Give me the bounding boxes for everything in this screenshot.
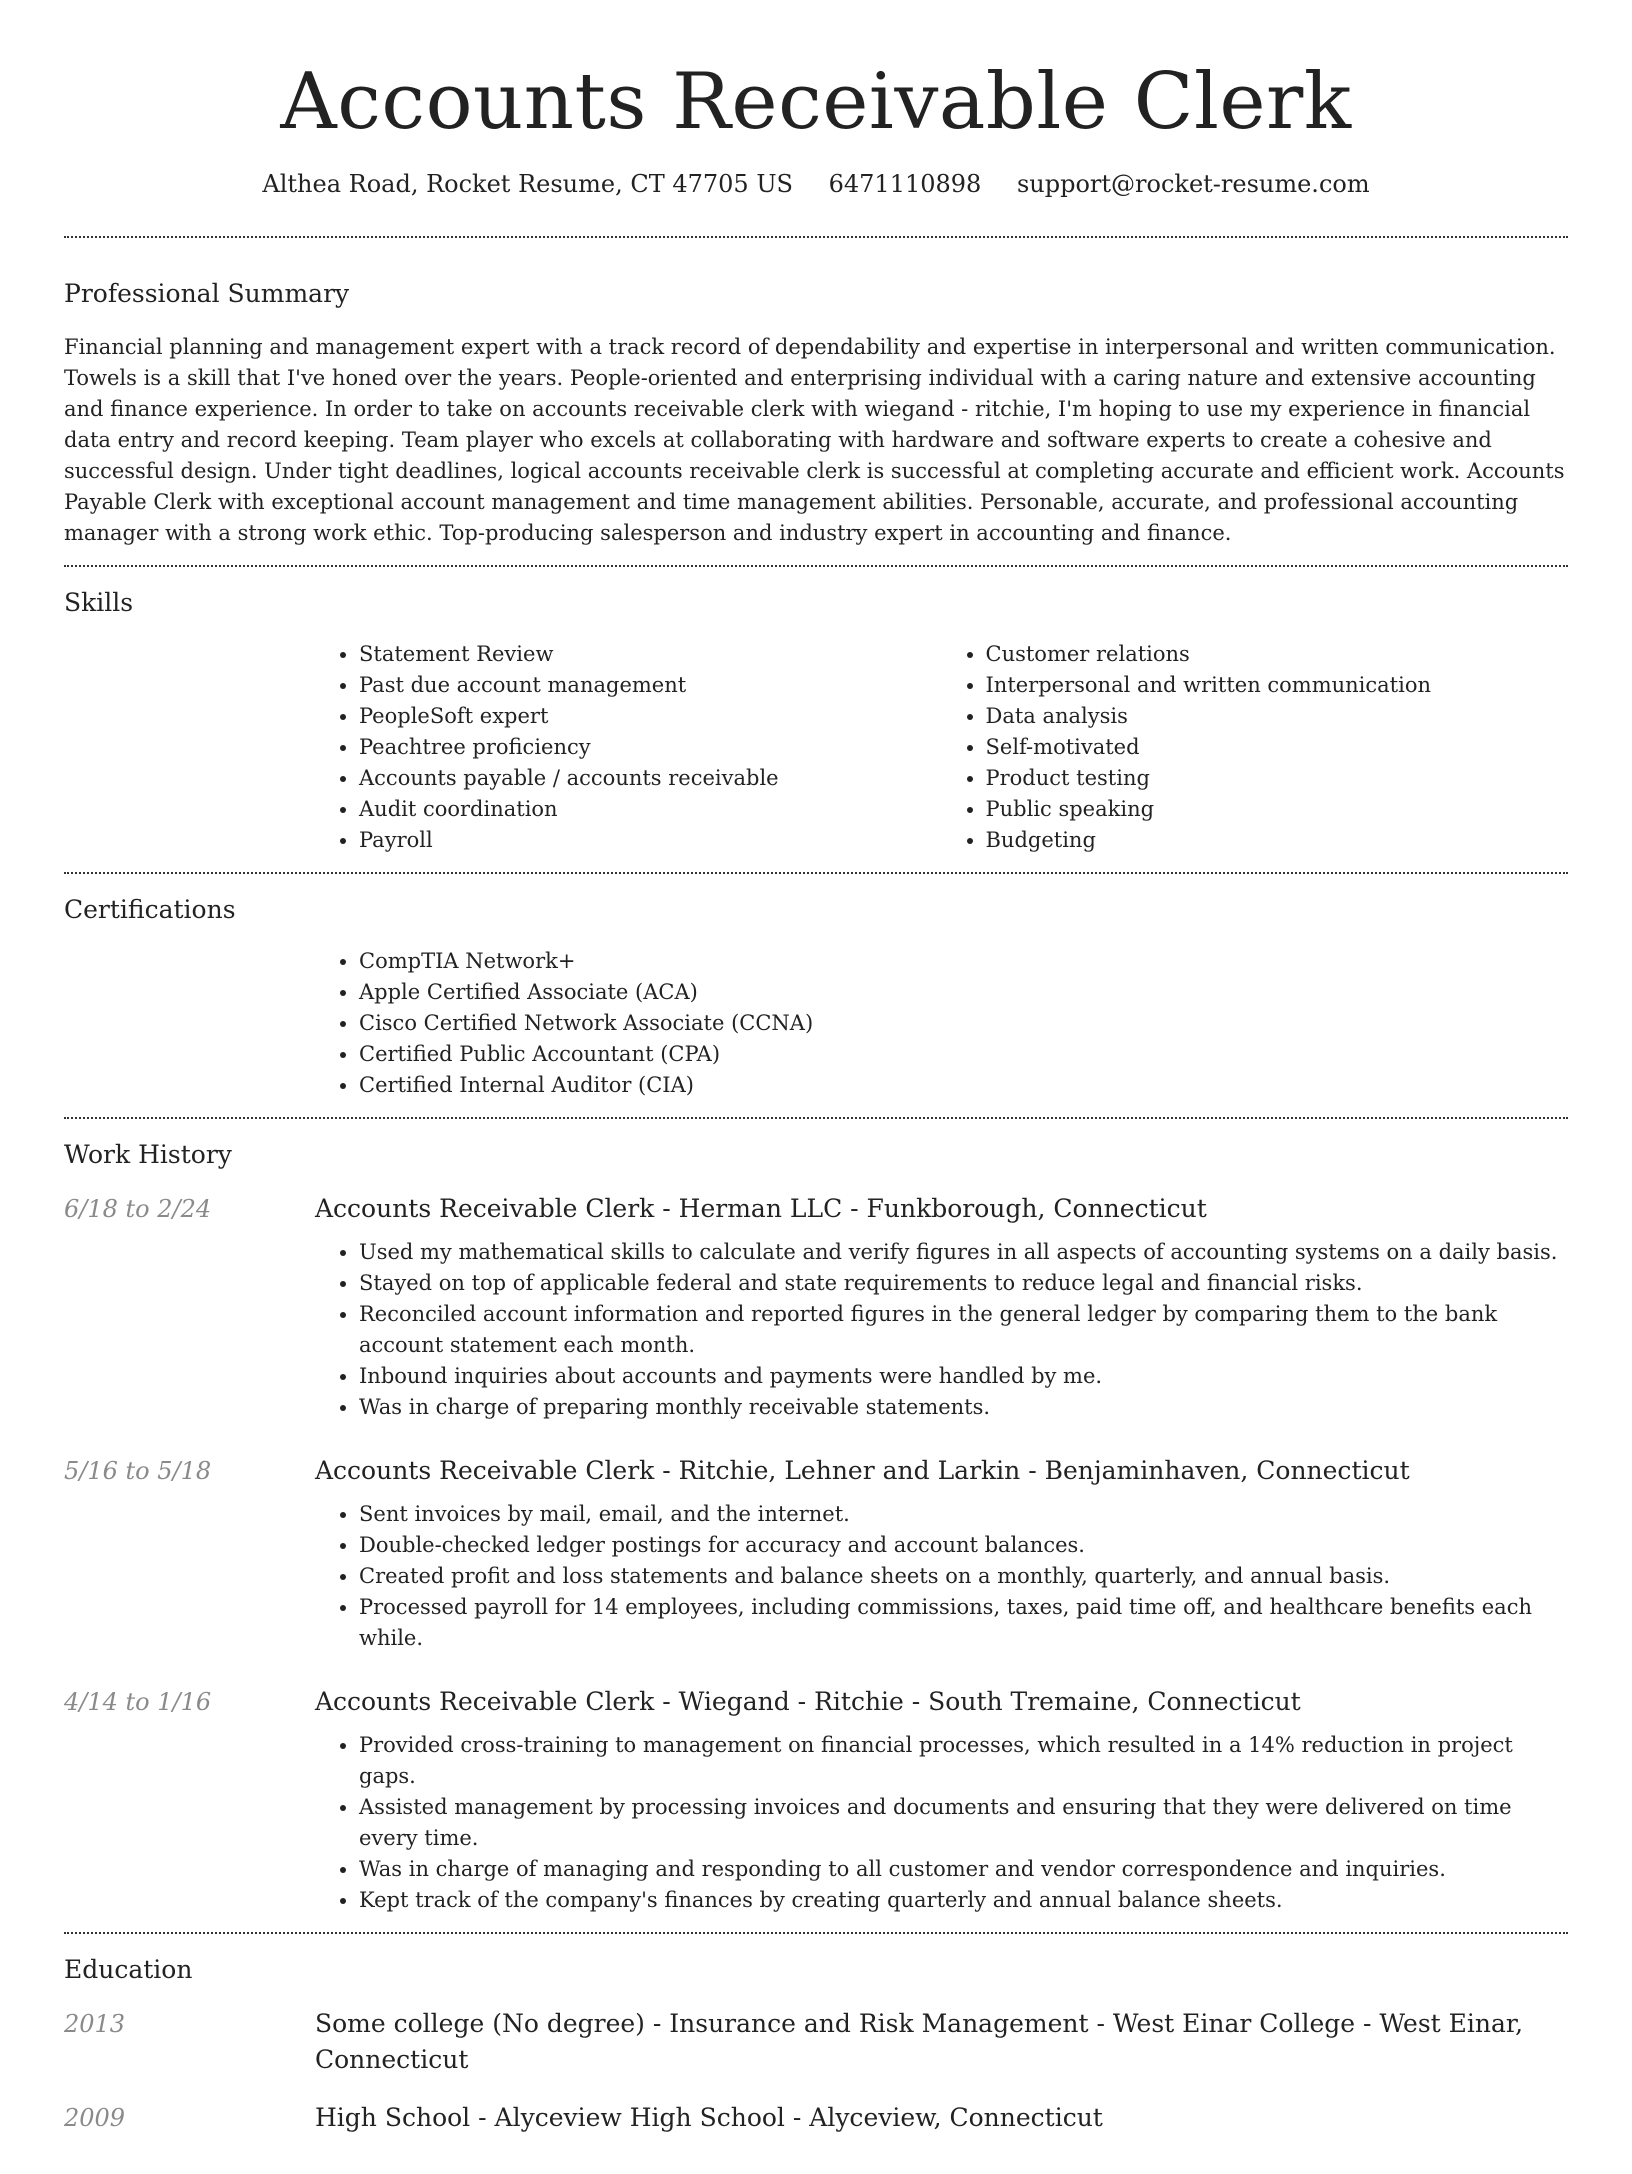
education-heading: Education <box>64 1955 193 1984</box>
contact-phone: 6471110898 <box>828 170 982 198</box>
skill-item: • Budgeting <box>986 825 1569 856</box>
skill-item: • Product testing <box>986 763 1569 794</box>
education-year: 2013 <box>64 2010 126 2038</box>
job-bullet: • Kept track of the company's finances by creating quarterly and annual balance sheets. <box>359 1885 1568 1916</box>
contact-address: Althea Road, Rocket Resume, CT 47705 US <box>262 170 793 198</box>
job-bullet: • Provided cross-training to management on financial processes, which resulted in a 14% reduction in project gaps. <box>359 1730 1568 1792</box>
skill-item: • Payroll <box>359 825 942 856</box>
work-history-section <box>64 1119 1568 1932</box>
education-body <box>315 2100 1568 2136</box>
skill-item: • Customer relations <box>986 639 1569 670</box>
job-entry <box>64 1684 1568 1916</box>
job-entry <box>64 1191 1568 1423</box>
skill-item: • PeopleSoft expert <box>359 701 942 732</box>
job-bullet: • Sent invoices by mail, email, and the internet. <box>359 1499 1568 1530</box>
jobs-list <box>64 1191 1568 1916</box>
job-dates: 4/14 to 1/16 <box>64 1688 212 1716</box>
skills-list-left <box>315 639 942 856</box>
education-body <box>315 2006 1568 2078</box>
job-bullet: • Assisted management by processing invoices and documents and ensuring that they were delivered on time every time. <box>359 1792 1568 1854</box>
summary-heading: Professional Summary <box>64 279 350 308</box>
skill-item: • Accounts payable / accounts receivable <box>359 763 942 794</box>
certification-item: • Cisco Certified Network Associate (CCNA) <box>359 1008 1568 1039</box>
job-heading: Accounts Receivable Clerk - Ritchie, Lehner and Larkin - Benjaminhaven, Connecticut <box>315 1456 1410 1485</box>
job-bullet: • Was in charge of preparing monthly receivable statements. <box>359 1392 1568 1423</box>
job-heading: Accounts Receivable Clerk - Wiegand - Ritchie - South Tremaine, Connecticut <box>315 1687 1301 1716</box>
job-bullets <box>315 1499 1568 1654</box>
job-body <box>315 1684 1568 1916</box>
skills-list-right <box>942 639 1569 856</box>
job-entry <box>64 1453 1568 1654</box>
summary-section <box>64 238 1568 565</box>
education-entry <box>64 2006 1568 2078</box>
certifications-list <box>315 946 1568 1101</box>
certification-item: • Certified Public Accountant (CPA) <box>359 1039 1568 1070</box>
resume-title: Accounts Receivable Clerk <box>280 57 1352 147</box>
certification-item: • Certified Internal Auditor (CIA) <box>359 1070 1568 1101</box>
job-bullet: • Was in charge of managing and responding to all customer and vendor correspondence and inquiries. <box>359 1854 1568 1885</box>
job-body <box>315 1453 1568 1654</box>
job-bullet: • Reconciled account information and reported figures in the general ledger by comparing them to the bank account statement each month. <box>359 1299 1568 1361</box>
skills-heading: Skills <box>64 588 134 617</box>
skill-item: • Peachtree proficiency <box>359 732 942 763</box>
job-bullet: • Stayed on top of applicable federal and state requirements to reduce legal and financial risks. <box>359 1268 1568 1299</box>
job-bullet: • Created profit and loss statements and balance sheets on a monthly, quarterly, and annual basis. <box>359 1561 1568 1592</box>
job-bullets <box>315 1730 1568 1916</box>
education-heading: Some college (No degree) - Insurance and Risk Management - West Einar College - West Einar, Connecticut <box>315 2009 1524 2074</box>
education-year: 2009 <box>64 2104 126 2132</box>
job-body <box>315 1191 1568 1423</box>
skills-columns <box>315 639 1568 856</box>
contact-line <box>64 168 1568 200</box>
resume-page <box>64 0 1568 2174</box>
certification-item: • CompTIA Network+ <box>359 946 1568 977</box>
job-bullet: • Processed payroll for 14 employees, including commissions, taxes, paid time off, and healthcare benefits each while. <box>359 1592 1568 1654</box>
certifications-heading: Certifications <box>64 895 236 924</box>
job-heading: Accounts Receivable Clerk - Herman LLC - Funkborough, Connecticut <box>315 1194 1207 1223</box>
certifications-body <box>315 946 1568 1101</box>
certification-item: • Apple Certified Associate (ACA) <box>359 977 1568 1008</box>
job-bullet: • Double-checked ledger postings for accuracy and account balances. <box>359 1530 1568 1561</box>
certifications-section <box>64 874 1568 1117</box>
education-section <box>64 1934 1568 2174</box>
education-list <box>64 2006 1568 2136</box>
skill-item: • Past due account management <box>359 670 942 701</box>
skill-item: • Statement Review <box>359 639 942 670</box>
job-dates: 6/18 to 2/24 <box>64 1195 212 1223</box>
skill-item: • Public speaking <box>986 794 1569 825</box>
summary-text: Financial planning and management expert with a track record of dependability and expertise in interpersonal and written communication. Towels is a skill that I've honed over the years. People-oriented and enterprising individual with a caring nature and extensive accounting and finance experience. In order to take on accounts receivable clerk with wiegand - ritchie, I'm hoping to use my experience in financial data entry and record keeping. Team player who excels at collaborating with hardware and software experts to create a cohesive and successful design. Under tight deadlines, logical accounts receivable clerk is successful at completing accurate and efficient work. Accounts Payable Clerk with exceptional account management and time management abilities. Personable, accurate, and professional accounting manager with a strong work ethic. Top-producing salesperson and industry expert in accounting and finance. <box>64 335 1565 545</box>
job-bullet: • Used my mathematical skills to calculate and verify figures in all aspects of accounting systems on a daily basis. <box>359 1237 1568 1268</box>
job-bullet: • Inbound inquiries about accounts and payments were handled by me. <box>359 1361 1568 1392</box>
skill-item: • Self-motivated <box>986 732 1569 763</box>
skill-item: • Audit coordination <box>359 794 942 825</box>
education-entry <box>64 2100 1568 2136</box>
work-history-heading: Work History <box>64 1140 232 1169</box>
skills-section <box>64 567 1568 872</box>
job-bullets <box>315 1237 1568 1423</box>
education-heading: High School - Alyceview High School - Alyceview, Connecticut <box>315 2103 1103 2132</box>
contact-email[interactable]: support@rocket-resume.com <box>1016 170 1370 198</box>
job-dates: 5/16 to 5/18 <box>64 1457 212 1485</box>
skill-item: • Data analysis <box>986 701 1569 732</box>
skill-item: • Interpersonal and written communication <box>986 670 1569 701</box>
